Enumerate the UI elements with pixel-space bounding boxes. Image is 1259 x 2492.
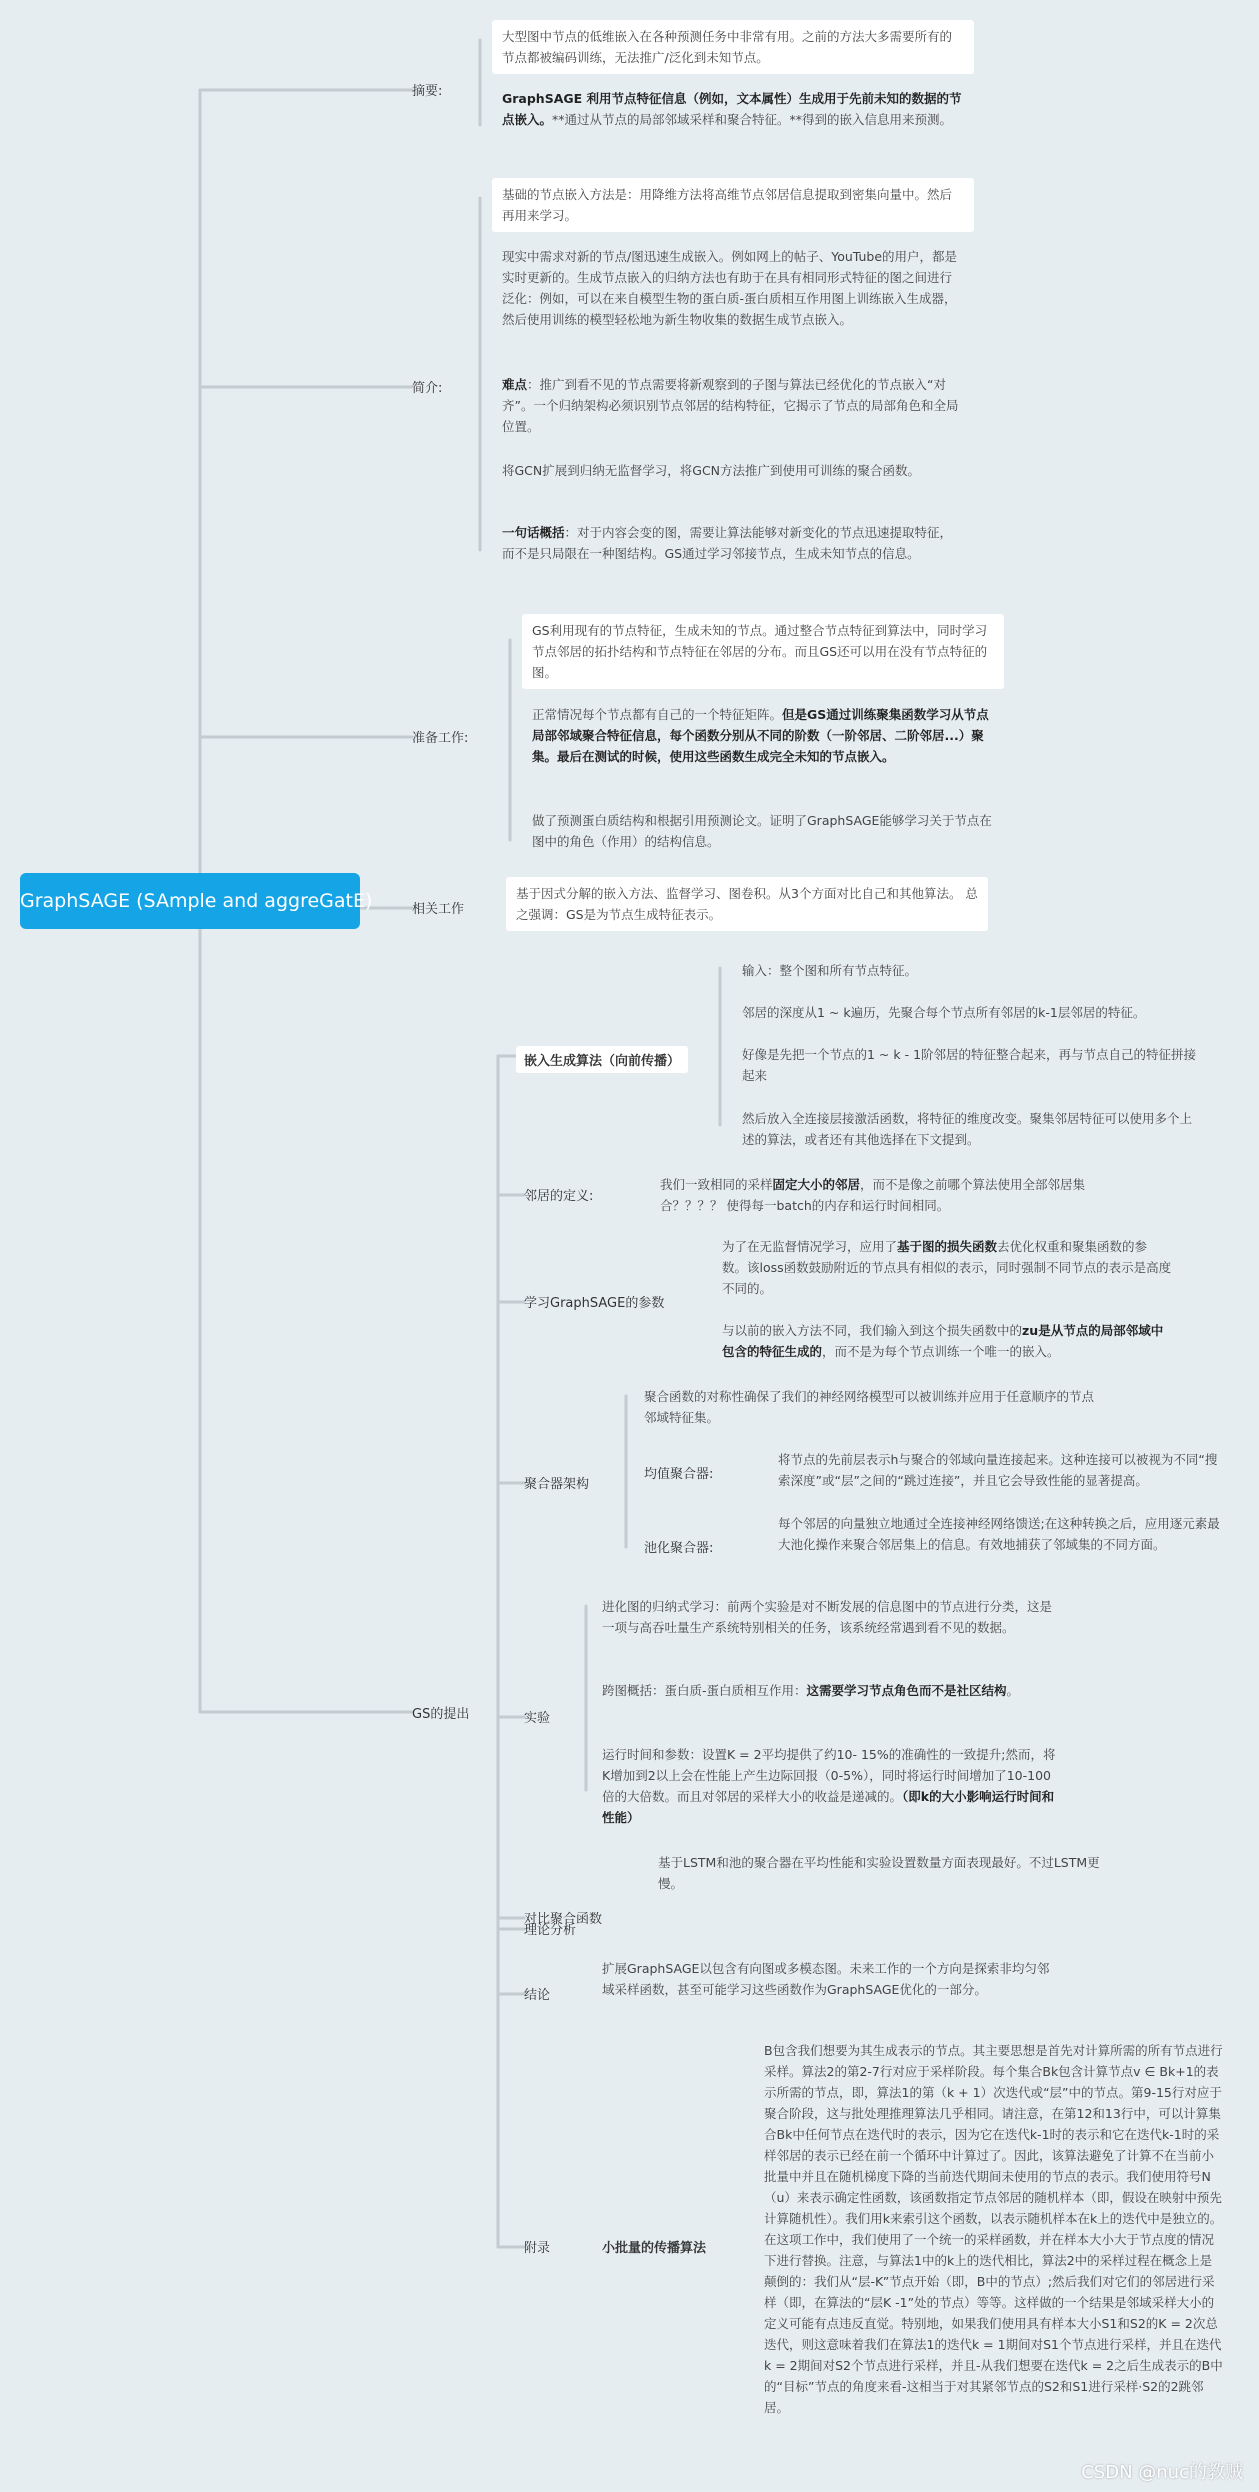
embed-label[interactable]: 嵌入生成算法（向前传播） [516, 1046, 688, 1073]
aggr-label[interactable]: 聚合器架构 [524, 1477, 590, 1492]
learn-p2 [722, 1320, 1172, 1362]
branch-proposal[interactable]: GS的提出 [412, 1707, 470, 1722]
learn-p1-b: 去优化权重和聚集函数的参数。该loss函数鼓励附近的节点具有相似的表示，同时强制不同节点的表示是高度不同的。 [722, 1239, 1172, 1296]
neighbor-label[interactable]: 邻居的定义: [524, 1189, 594, 1204]
prep-p1: GS利用现有的节点特征，生成未知的节点。通过整合节点特征到算法中，同时学习节点邻居的拓扑结构和节点特征在邻居的分布。而且GS还可以用在没有节点特征的图。 [522, 614, 1004, 689]
mean-label[interactable]: 均值聚合器: [644, 1467, 714, 1482]
compare-label[interactable]: 对比聚合函数 [524, 1912, 603, 1927]
conclusion-label[interactable]: 结论 [524, 1988, 551, 2003]
intro-p3 [502, 374, 962, 437]
exp-p2-bold: 这需要学习节点角色而不是社区结构 [806, 1683, 1007, 1698]
abstract-p2-rest: **通过从节点的局部邻域采样和聚合特征。**得到的嵌入信息用来预测。 [552, 112, 953, 127]
intro-p3-bold: 难点 [502, 377, 528, 392]
pool-label[interactable]: 池化聚合器: [644, 1541, 714, 1556]
learn-p1-bold: 基于图的损失函数 [897, 1239, 998, 1254]
exp-p2-b: 。 [1006, 1683, 1020, 1698]
compare-p1: 基于LSTM和池的聚合器在平均性能和实验设置数量方面表现最好。不过LSTM更慢。 [658, 1855, 1100, 1891]
intro-p5 [502, 522, 962, 564]
theory-label[interactable]: 理论分析 [524, 1923, 577, 1938]
prep-p2-bold: 但是GS通过训练聚集函数学习从节点局部邻域聚合特征信息，每个函数分别从不同的阶数（一阶邻居、二阶邻居...）聚集。最后在测试的时候，使用这些函数生成完全未知的节点嵌入。 [532, 707, 989, 764]
appendix-sub-label[interactable]: 小批量的传播算法 [602, 2241, 707, 2256]
watermark: CSDN @nuc的教贼 [1081, 2462, 1243, 2483]
prep-p3: 做了预测蛋白质结构和根据引用预测论文。证明了GraphSAGE能够学习关于节点在图中的角色（作用）的结构信息。 [532, 813, 992, 849]
learn-label[interactable]: 学习GraphSAGE的参数 [524, 1296, 665, 1311]
exp-label[interactable]: 实验 [524, 1711, 551, 1726]
intro-p4: 将GCN扩展到归纳无监督学习，将GCN方法推广到使用可训练的聚合函数。 [502, 463, 921, 478]
root-node[interactable]: GraphSAGE (SAmple and aggreGatE) [20, 873, 360, 929]
intro-p3-rest: ：推广到看不见的节点需要将新观察到的子图与算法已经优化的节点嵌入“对齐”。一个归纳架构必须识别节点邻居的结构特征，它揭示了节点的局部角色和全局位置。 [502, 377, 959, 434]
appendix-label[interactable]: 附录 [524, 2241, 551, 2256]
exp-p2-a: 跨图概括：蛋白质-蛋白质相互作用： [602, 1683, 807, 1698]
intro-p1: 基础的节点嵌入方法是：用降维方法将高维节点邻居信息提取到密集向量中。然后再用来学习。 [492, 178, 974, 232]
intro-p2: 现实中需求对新的节点/图迅速生成嵌入。例如网上的帖子、YouTube的用户，都是实时更新的。生成节点嵌入的归纳方法也有助于在具有相同形式特征的图之间进行泛化：例如，可以在来自模型生物的蛋白质-蛋白质相互作用图上训练嵌入生成器，然后使用训练的模型轻松地为新生物收集的数据生成节点嵌入。 [502, 249, 958, 327]
abstract-p1: 大型图中节点的低维嵌入在各种预测任务中非常有用。之前的方法大多需要所有的节点都被编码训练，无法推广/泛化到未知节点。 [492, 20, 974, 74]
abstract-p2 [502, 88, 964, 130]
conclusion-p1: 扩展GraphSAGE以包含有向图或多模态图。未来工作的一个方向是探索非均匀邻域采样函数，甚至可能学习这些函数作为GraphSAGE优化的一部分。 [602, 1961, 1050, 1997]
neighbor-p1-bold: 固定大小的邻居 [772, 1177, 861, 1192]
learn-p2-bold: zu是从节点的局部邻域中包含的特征生成的 [722, 1323, 1164, 1359]
prep-p2-plain: 正常情况每个节点都有自己的一个特征矩阵。 [532, 707, 783, 722]
embed-i1: 输入：整个图和所有节点特征。 [742, 963, 918, 978]
neighbor-p1 [660, 1174, 1120, 1216]
exp-p3 [602, 1744, 1062, 1828]
branch-prep[interactable]: 准备工作: [412, 731, 469, 746]
mean-text: 将节点的先前层表示h与聚合的邻域向量连接起来。这种连接可以被视为不同“搜索深度”或“层”之间的“跳过连接”，并且它会导致性能的显著提高。 [778, 1452, 1218, 1488]
pool-text: 每个邻居的向量独立地通过全连接神经网络馈送;在这种转换之后，应用逐元素最大池化操作来聚合邻居集上的信息。有效地捕获了邻域集的不同方面。 [778, 1516, 1220, 1552]
exp-p2 [602, 1680, 1062, 1701]
embed-i4: 然后放入全连接层接激活函数，将特征的维度改变。聚集邻居特征可以使用多个上述的算法，或者还有其他选择在下文提到。 [742, 1111, 1193, 1147]
neighbor-p1-a: 我们一致相同的采样 [660, 1177, 773, 1192]
appendix-p1: B包含我们想要为其生成表示的节点。其主要思想是首先对计算所需的所有节点进行采样。算法2的第2-7行对应于采样阶段。每个集合Bk包含计算节点v ∈ Bk+1的表示所需的节点，即，算法1的第（k + 1）次迭代或“层”中的节点。第9-15行对应于聚合阶段，这与批处理推理算法几乎相同。请注意，在第12和13行中，可以计算集合Bk中任何节点在迭代时的表示，因为它在迭代k-1时的表示和它在迭代k-1时的采样邻居的表示已经在前一个循环中计算过了。因此，该算法避免了计算不在当前小批量中并且在随机梯度下降的当前迭代期间未使用的节点的表示。我们使用符号N（u）来表示确定性函数，该函数指定节点邻居的随机样本（即，假设在映射中预先计算随机性）。我们用k来索引这个函数，以表示随机样本在k上的迭代中是独立的。在这项工作中，我们使用了一个统一的采样函数，并在样本大小大于节点度的情况下进行替换。注意，与算法1中的k上的迭代相比，算法2中的采样过程在概念上是颠倒的：我们从“层-K”节点开始（即，B中的节点）;然后我们对它们的邻居进行采样（即，在算法的“层K -1”处的节点）等等。这样做的一个结果是邻域采样大小的定义可能有点违反直觉。特别地，如果我们使用具有样本大小S1和S2的K = 2次总迭代，则这意味着我们在算法1的迭代k = 1期间对S1个节点进行采样，并且在迭代k = 2期间对S2个节点进行采样，并且-从我们想要在迭代k = 2之后生成表示的B中的“目标”节点的角度来看-这相当于对其紧邻节点的S2和S1进行采样·S2的2跳邻居。 [764, 2043, 1223, 2415]
branch-related[interactable]: 相关工作 [412, 902, 465, 917]
exp-p3-a: 运行时间和参数：设置K = 2平均提供了约10- 15%的准确性的一致提升;然而，将K增加到2以上会在性能上产生边际回报（0-5%），同时将运行时间增加了10-100倍的大倍数。而且对邻居的采样大小的收益是递减的。 [602, 1747, 1056, 1804]
exp-p1: 进化图的归纳式学习：前两个实验是对不断发展的信息图中的节点进行分类，这是一项与高吞吐量生产系统特别相关的任务，该系统经常遇到看不见的数据。 [602, 1599, 1053, 1635]
neighbor-p1-b: ，而不是像之前哪个算法使用全部邻居集合？？？？ 使得每一batch的内存和运行时间相同。 [660, 1177, 1086, 1213]
branch-abstract[interactable]: 摘要: [412, 84, 443, 99]
embed-i3: 好像是先把一个节点的1 ~ k - 1阶邻居的特征整合起来，再与节点自己的特征拼接起来 [742, 1047, 1197, 1083]
learn-p1 [722, 1236, 1172, 1299]
intro-p5-bold: 一句话概括 [502, 525, 565, 540]
learn-p1-a: 为了在无监督情况学习，应用了 [722, 1239, 898, 1254]
related-p1: 基于因式分解的嵌入方法、监督学习、图卷积。从3个方面对比自己和其他算法。 总之强调：GS是为节点生成特征表示。 [506, 877, 988, 931]
aggr-p1: 聚合函数的对称性确保了我们的神经网络模型可以被训练并应用于任意顺序的节点邻域特征集。 [644, 1389, 1095, 1425]
prep-p2 [532, 704, 992, 767]
exp-p3-bold: （即k的大小影响运行时间和性能） [602, 1789, 1055, 1825]
intro-p5-rest: ：对于内容会变的图，需要让算法能够对新变化的节点迅速提取特征，而不是只局限在一种图结构。GS通过学习邻接节点，生成未知节点的信息。 [502, 525, 953, 561]
branch-intro[interactable]: 简介: [412, 381, 443, 396]
abstract-p2-bold: GraphSAGE 利用节点特征信息（例如，文本属性）生成用于先前未知的数据的节点嵌入。 [502, 91, 962, 127]
learn-p2-b: ，而不是为每个节点训练一个唯一的嵌入。 [822, 1344, 1060, 1359]
learn-p2-a: 与以前的嵌入方法不同，我们输入到这个损失函数中的 [722, 1323, 1023, 1338]
embed-i2: 邻居的深度从1 ~ k遍历，先聚合每个节点所有邻居的k-1层邻居的特征。 [742, 1005, 1146, 1020]
